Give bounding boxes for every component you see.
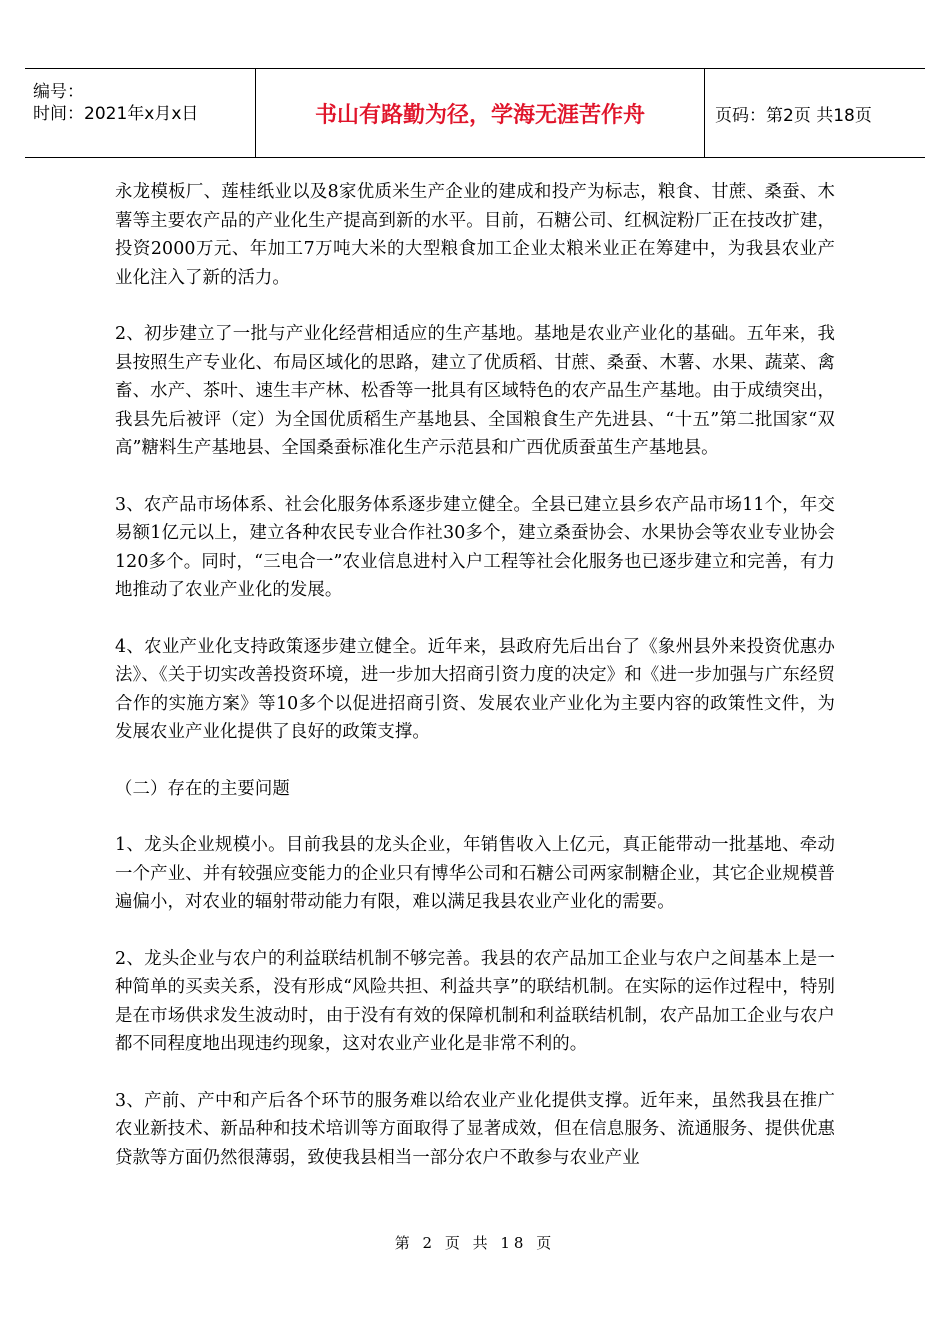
page-header [25, 68, 925, 158]
time-label: 时间：2021年x月x日 [33, 104, 199, 124]
number-label: 编号： [33, 82, 84, 102]
paragraph: 2、初步建立了一批与产业化经营相适应的生产基地。基地是农业产业化的基础。五年来，我县按照生产专业化、布局区域化的思路，建立了优质稻、甘蔗、桑蚕、木薯、水果、蔬菜、禽畜、水产、茶叶、速生丰产林、松香等一批具有区域特色的农产品生产基地。由于成绩突出，我县先后被评（定）为全国优质稻生产基地县、全国粮食生产先进县、“十五”第二批国家“双高”糖料生产基地县、全国桑蚕标准化生产示范县和广西优质蚕茧生产基地县。 [115, 324, 835, 458]
paragraph: 3、农产品市场体系、社会化服务体系逐步建立健全。全县已建立县乡农产品市场11个，年交易额1亿元以上，建立各种农民专业合作社30多个，建立桑蚕协会、水果协会等农业专业协会120多个。同时，“三电合一”农业信息进村入户工程等社会化服务也已逐步建立和完善，有力地推动了农业产业化的发展。 [115, 494, 835, 600]
section-heading: （二）存在的主要问题 [115, 778, 290, 799]
paragraph: 永龙模板厂、莲桂纸业以及8家优质米生产企业的建成和投产为标志，粮食、甘蔗、桑蚕、木薯等主要农产品的产业化生产提高到新的水平。目前，石糖公司、红枫淀粉厂正在技改扩建，投资2000万元、年加工7万吨大米的大型粮食加工企业太粮米业正在筹建中，为我县农业产业化注入了新的活力。 [115, 182, 835, 288]
page-info: 页码：第2页 共18页 [715, 105, 872, 126]
paragraph: 2、龙头企业与农户的利益联结机制不够完善。我县的农产品加工企业与农户之间基本上是一种简单的买卖关系，没有形成“风险共担、利益共享”的联结机制。在实际的运作过程中，特别是在市场供求发生波动时，由于没有有效的保障机制和利益联结机制，农产品加工企业与农户都不同程度地出现违约现象，这对农业产业化是非常不利的。 [115, 948, 835, 1054]
page-footer: 第 2 页 共 18 页 [394, 1234, 556, 1252]
header-left-cell [25, 69, 255, 157]
document-body [115, 178, 835, 1200]
paragraph: 3、产前、产中和产后各个环节的服务难以给农业产业化提供支撑。近年来，虽然我县在推广农业新技术、新品种和技术培训等方面取得了显著成效，但在信息服务、流通服务、提供优惠贷款等方面仍然很薄弱，致使我县相当一部分农户不敢参与农业产业 [115, 1090, 835, 1168]
paragraph: 1、龙头企业规模小。目前我县的龙头企业，年销售收入上亿元，真正能带动一批基地、牵动一个产业、并有较强应变能力的企业只有博华公司和石糖公司两家制糖企业，其它企业规模普遍偏小，对农业的辐射带动能力有限，难以满足我县农业产业化的需要。 [115, 835, 835, 912]
motto: 书山有路勤为径，学海无涯苦作舟 [255, 69, 705, 157]
paragraph: 4、农业产业化支持政策逐步建立健全。近年来，县政府先后出台了《象州县外来投资优惠办法》、《关于切实改善投资环境，进一步加大招商引资力度的决定》和《进一步加强与广东经贸合作的实施方案》等10多个以促进招商引资、发展农业产业化为主要内容的政策性文件，为发展农业产业化提供了良好的政策支撑。 [115, 636, 835, 742]
